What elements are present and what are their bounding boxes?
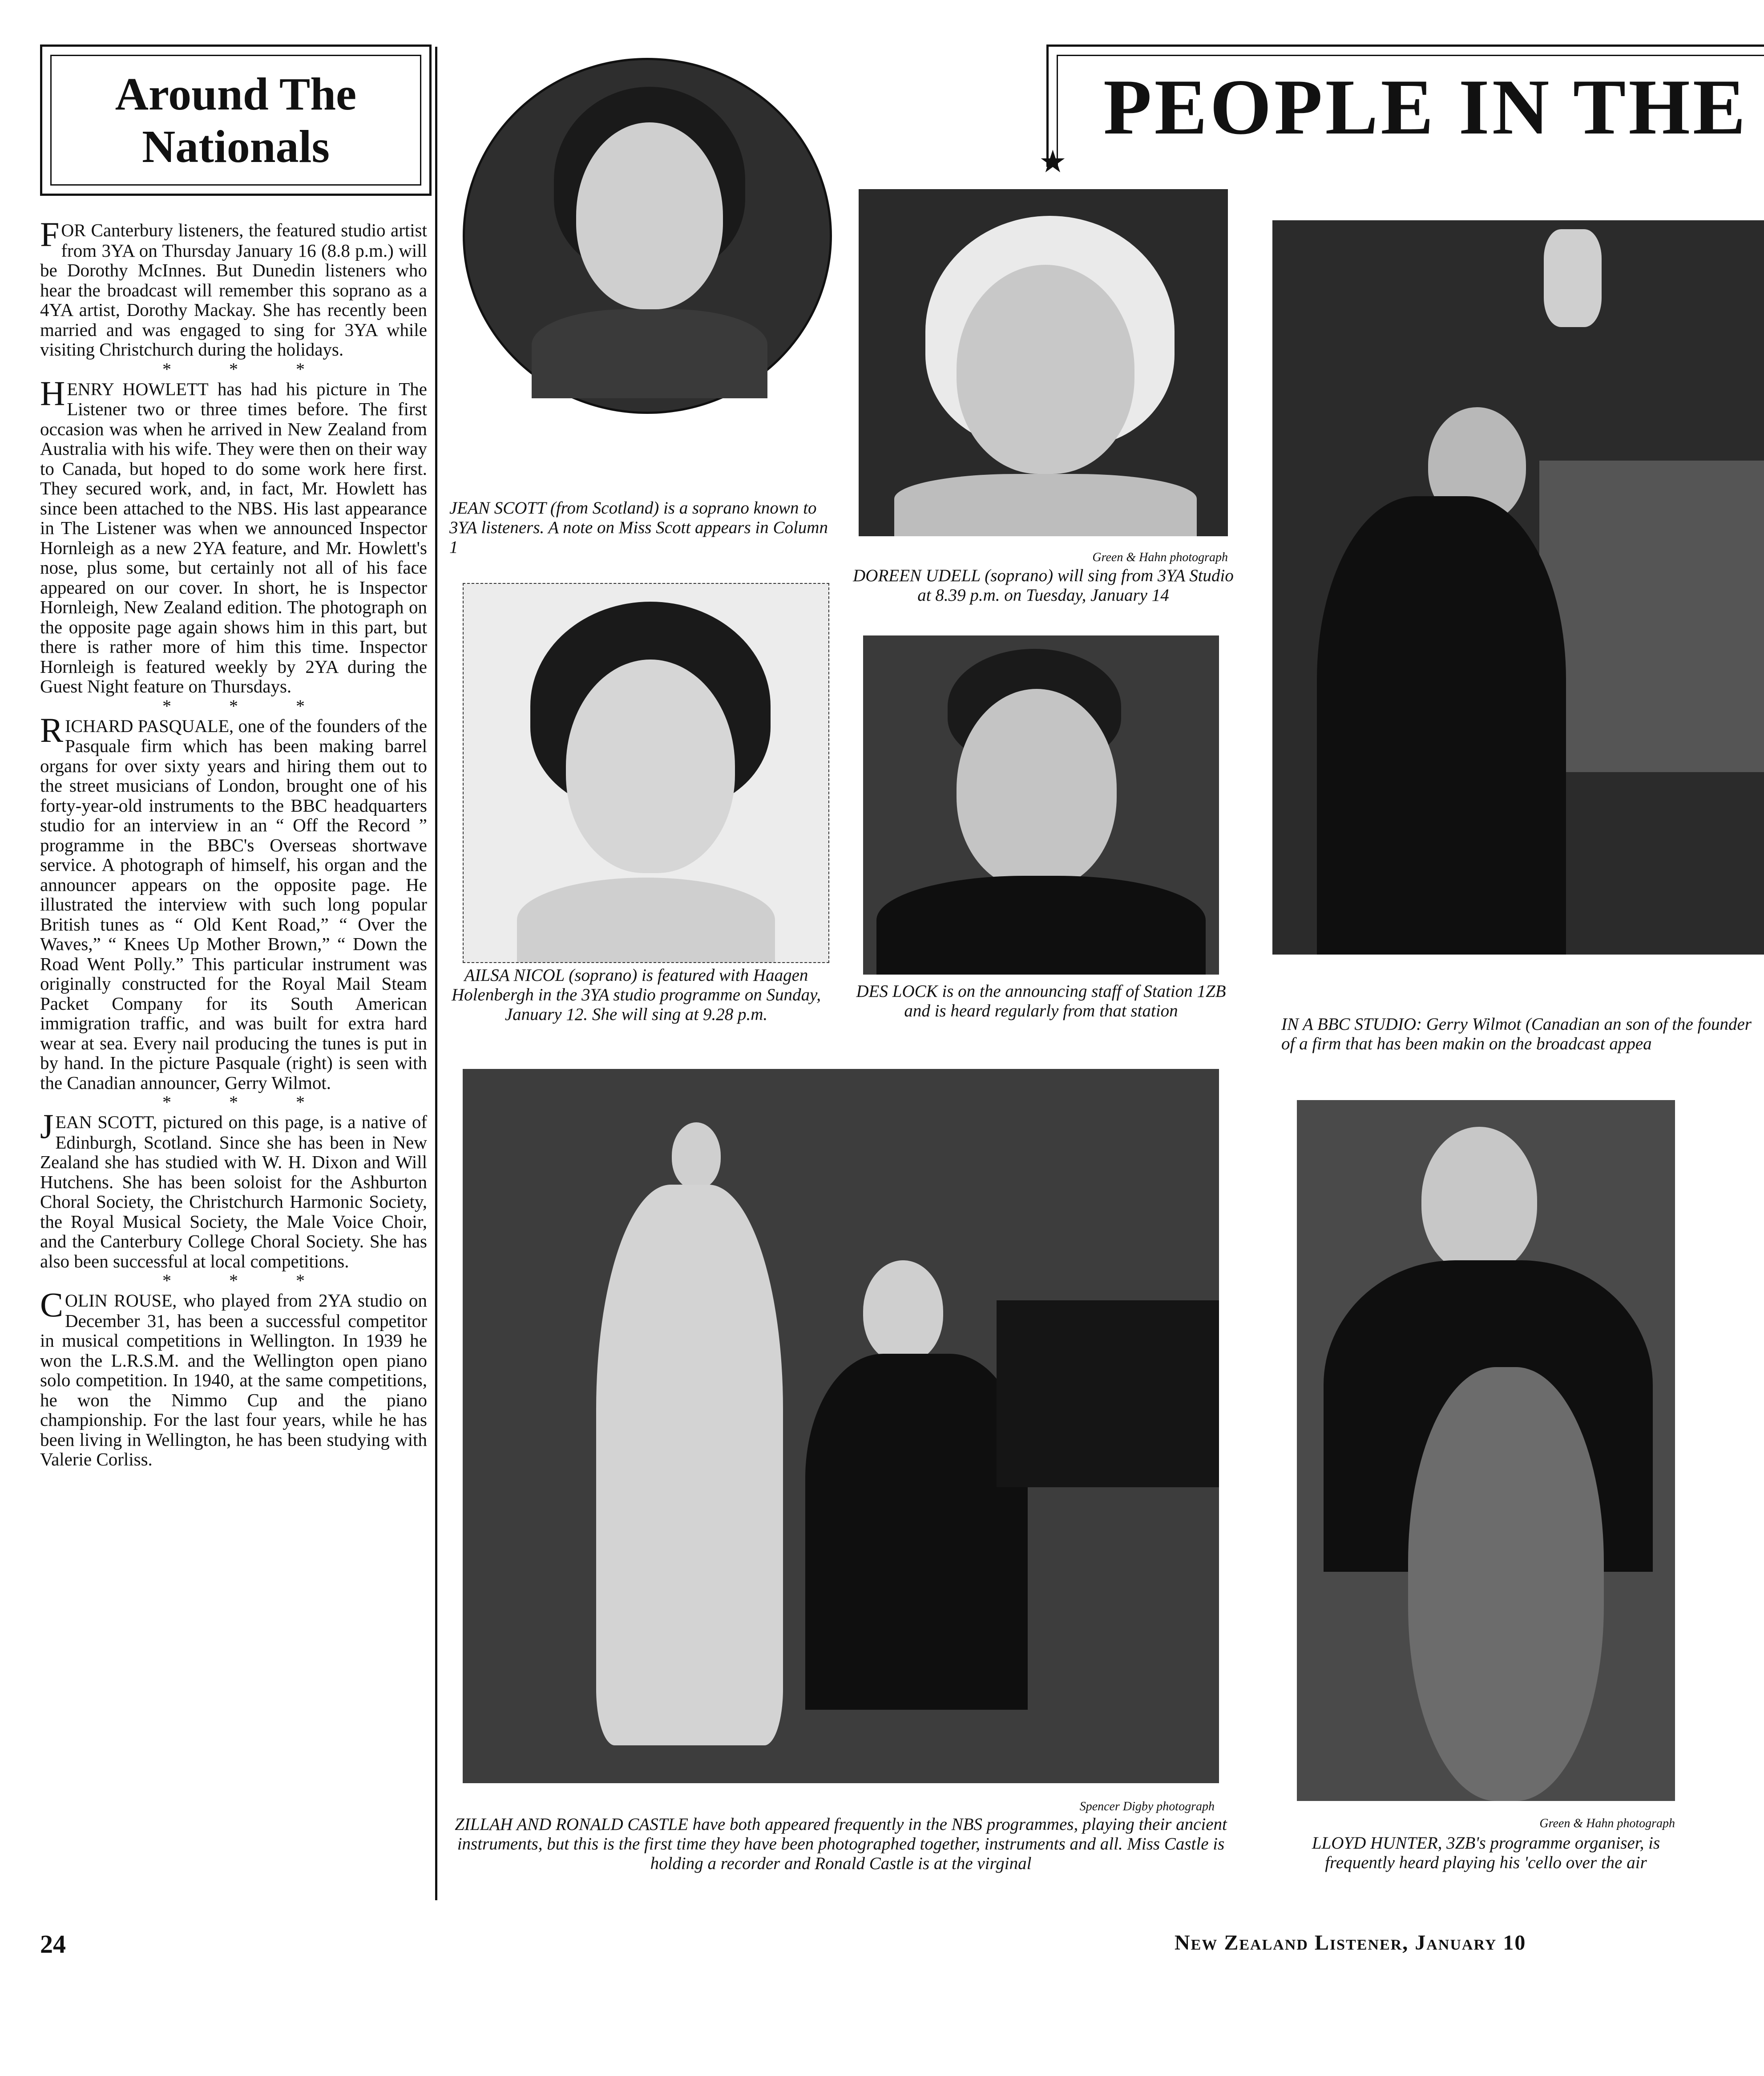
article-column bbox=[40, 215, 428, 1469]
column-heading-line2: Nationals bbox=[142, 121, 330, 172]
column-heading-line1: Around The bbox=[115, 69, 357, 120]
column-divider bbox=[435, 47, 437, 1900]
article-item bbox=[40, 1107, 428, 1271]
photo-ronald-body bbox=[805, 1354, 1028, 1710]
item-text: Canterbury listeners, the featured studio artist from 3YA on Thursday January 16 (8.8 p.m.) will be Dorothy McInnes. But Dunedin listeners who hear the broadcast will remember this soprano as a 4YA artist, Dorothy Mackay. She has recently been married and was engaged to sing for 3YA while visiting Christchurch during the holidays. bbox=[40, 220, 428, 360]
credit-lloyd-hunter: Green & Hahn photograph bbox=[1539, 1817, 1675, 1830]
credit-castles: Spencer Digby photograph bbox=[1079, 1800, 1215, 1813]
photo-lloyd-hunter bbox=[1297, 1100, 1675, 1801]
item-name: ICHARD PASQUALE, bbox=[65, 716, 234, 736]
item-name: EAN SCOTT, bbox=[55, 1112, 157, 1132]
drop-cap: J bbox=[40, 1107, 54, 1145]
photo-ailsa-nicol bbox=[463, 583, 829, 963]
item-text: has had his picture in The Listener two or three times before. The first occasion was when he arrived in New Zealand from Australia with his wife. They were then on their way to Canada, but hoped to do some work here first. They secured work, and, in fact, Mr. Howlett has since been attached to the NBS. His last appearance in The Listener was when we announced Inspector Hornleigh as a new 2YA feature, and Mr. Howlett's nose, plus some, but certainly not all of his face appeared on our cover. In short, he is Inspector Hornleigh, New Zealand edition. The photograph on the opposite page again shows him in this part, but there is rather more of him this time. Inspector Hornleigh is featured weekly by 2YA during the Guest Night feature on Thursdays. bbox=[40, 378, 428, 696]
photo-face bbox=[576, 122, 723, 309]
credit-doreen-udell: Green & Hahn photograph bbox=[1092, 550, 1228, 564]
photo-zillah-face bbox=[672, 1122, 721, 1189]
drop-cap: F bbox=[40, 215, 60, 254]
photo-microphone bbox=[1544, 229, 1602, 327]
item-text: pictured on this page, is a native of Edinburgh, Scotland. Since she has been in New Zealand she has studied with W. H. Dixon and Will Hutchens. She has been soloist for the Ashburton Choral Society, the Christchurch Harmonic Society, the Royal Musical Society, the Male Voice Choir, and the Canterbury College Choral Society. She has also been successful at local competitions. bbox=[40, 1112, 428, 1271]
photo-body bbox=[517, 878, 775, 962]
photo-ronald-face bbox=[863, 1260, 943, 1363]
separator-stars: * * * bbox=[162, 1092, 331, 1112]
photo-face bbox=[566, 660, 735, 873]
caption-ailsa-nicol: AILSA NICOL (soprano) is featured with Haagen Holenbergh in the 3YA studio programme on Sunday, January 12. She will sing at 9.28 p.m. bbox=[452, 966, 821, 1024]
item-name: ENRY HOWLETT bbox=[67, 379, 209, 399]
item-name: OLIN ROUSE, bbox=[65, 1291, 177, 1311]
caption-des-lock: DES LOCK is on the announcing staff of Station 1ZB and is heard regularly from that station bbox=[856, 982, 1226, 1020]
caption-bbc-studio: IN A BBC STUDIO: Gerry Wilmot (Canadian an son of the founder of a firm that has been makin on the broadcast appea bbox=[1281, 1015, 1752, 1053]
article-item bbox=[40, 710, 427, 1093]
article-item bbox=[40, 215, 428, 360]
drop-cap: R bbox=[40, 710, 64, 749]
photo-body bbox=[894, 474, 1197, 536]
photo-doreen-udell bbox=[859, 189, 1228, 536]
page-number: 24 bbox=[40, 1930, 66, 1959]
separator-stars: * * * bbox=[162, 696, 331, 716]
feature-heading: PEOPLE IN THE bbox=[1103, 63, 1748, 151]
caption-doreen-udell: DOREEN UDELL (soprano) will sing from 3YA Studio at 8.39 p.m. on Tuesday, January 14 bbox=[853, 566, 1234, 605]
photo-face bbox=[957, 689, 1117, 889]
photo-face bbox=[1421, 1127, 1537, 1274]
photo-body bbox=[1317, 496, 1566, 955]
star-icon: ★ bbox=[1039, 145, 1067, 179]
drop-cap: C bbox=[40, 1285, 64, 1324]
item-name: OR bbox=[61, 220, 86, 240]
caption-jean-scott: JEAN SCOTT (from Scotland) is a soprano known to 3YA listeners. A note on Miss Scott appears in Column 1 bbox=[449, 498, 828, 557]
photo-virginal bbox=[997, 1300, 1219, 1487]
photo-bbc-studio bbox=[1272, 220, 1764, 955]
item-text: who played from 2YA studio on December 31, has been a successful competitor in musical competitions in Wellington. In 1939 he won the L.R.S.M. and the Wellington open piano solo competition. In 1940, at the same competitions, he won the Nimmo Cup and the piano championship. For the last four years, while he has been living in Wellington, he has been studying with Valerie Corliss. bbox=[40, 1290, 427, 1469]
caption-lloyd-hunter: LLOYD HUNTER, 3ZB's programme organiser, is frequently heard playing his 'cello over the air bbox=[1312, 1833, 1660, 1872]
photo-zillah-dress bbox=[596, 1185, 783, 1745]
drop-cap: H bbox=[40, 373, 65, 413]
photo-face bbox=[957, 265, 1134, 474]
photo-cello bbox=[1408, 1367, 1604, 1801]
item-text: one of the founders of the Pasquale firm which has been making barrel organs for over sixty years and hiring them out to the street musicians of London, brought one of his forty-year-old instruments to the BBC headquarters studio for an interview in an “ Off the Record ” programme in the BBC's Overseas shortwave service. A photograph of himself, his organ and the announcer appears on the opposite page. He illustrated the interview with such long popular British tunes as “ Old Kent Road,” “ Over the Waves,” “ Knees Up Mother Brown,” “ Down the Road Went Polly.” This particular instrument was originally constructed for the Royal Mail Steam Packet Company for its South American immigration traffic, and was built for extra hard wear at sea. Every nail producing the tunes is put in by hand. In the picture Pasquale (right) is seen with the Canadian announcer, Gerry Wilmot. bbox=[40, 715, 427, 1093]
photo-castles bbox=[463, 1069, 1219, 1783]
column-heading-box bbox=[40, 45, 432, 196]
column-heading bbox=[42, 68, 429, 173]
photo-body bbox=[532, 309, 767, 398]
photo-jean-scott bbox=[463, 58, 832, 414]
footer-masthead: New Zealand Listener, January 10 bbox=[1175, 1931, 1526, 1955]
separator-stars: * * * bbox=[162, 359, 331, 379]
photo-body bbox=[876, 876, 1206, 975]
caption-castles: ZILLAH AND RONALD CASTLE have both appeared frequently in the NBS programmes, playing their ancient instruments, but this is the first time they have been photographed together, instruments and all. Miss Castle is holding a recorder and Ronald Castle is at the virginal bbox=[455, 1815, 1227, 1873]
article-item bbox=[40, 373, 428, 696]
photo-des-lock bbox=[863, 635, 1219, 975]
article-item bbox=[40, 1285, 427, 1469]
separator-stars: * * * bbox=[162, 1271, 331, 1291]
photo-organ bbox=[1539, 461, 1764, 772]
